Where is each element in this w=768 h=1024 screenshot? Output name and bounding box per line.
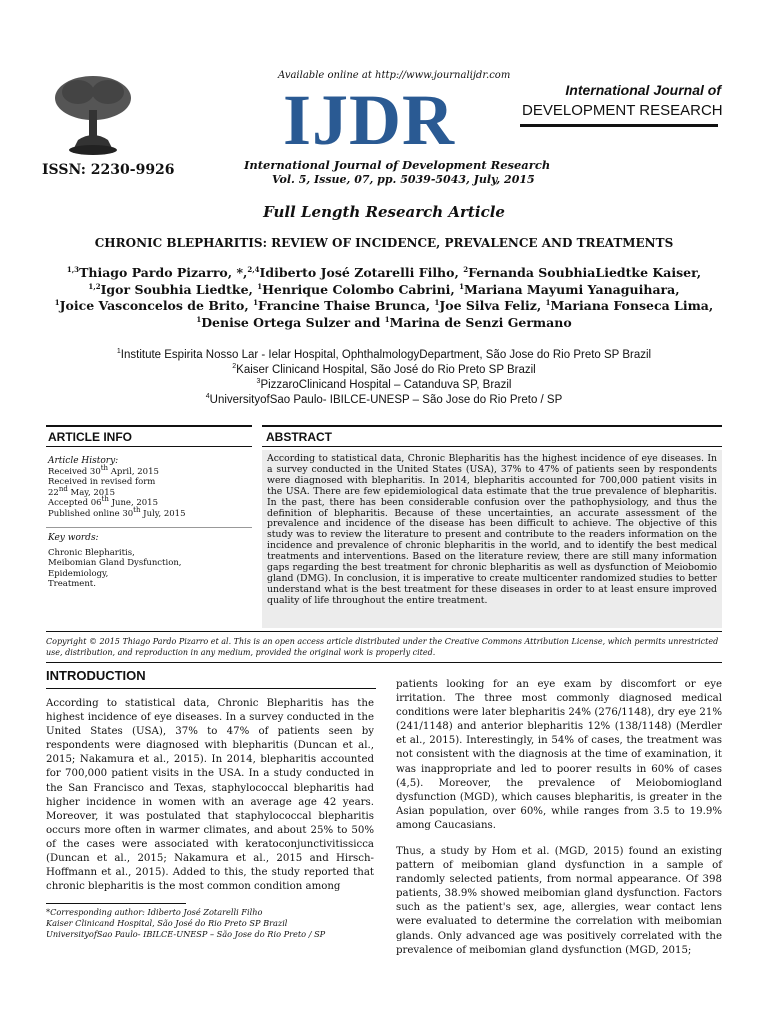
- issn: ISSN: 2230-9926: [42, 162, 175, 178]
- history-item: Accepted 06th June, 2015: [48, 495, 158, 508]
- keyword: Chronic Blepharitis,: [48, 547, 135, 558]
- volume-info: Vol. 5, Issue, 07, pp. 5039-5043, July, 2015: [272, 173, 535, 186]
- author-line: $^1$Denise Ortega Sulzer and $^1$Marina de Senzi Germano: [196, 314, 572, 330]
- author-name: Henrique Colombo Cabrini,: [262, 281, 460, 297]
- journal-tree-logo: [48, 70, 138, 160]
- article-info-mid-rule: [46, 446, 252, 447]
- keywords-label: Key words:: [48, 533, 99, 543]
- author-name: Joice Vasconcelos de Brito,: [59, 298, 254, 313]
- author-name: Mariana Mayumi Yanaguihara,: [464, 281, 680, 297]
- ijdr-logo-text: IJDR: [283, 80, 456, 160]
- abstract-top-rule: [262, 425, 722, 427]
- author-line: $^1$Joice Vasconcelos de Brito, $^1$Francine Thaise Brunca, $^1$Joe Silva Feliz, $^1$Mariana Fonseca Lima,: [54, 297, 714, 313]
- journal-subtitle-right: DEVELOPMENT RESEARCH: [522, 102, 723, 119]
- history-item: Received in revised form: [48, 477, 156, 487]
- article-type: Full Length Research Article: [263, 203, 505, 221]
- journal-name: International Journal of Development Research: [244, 158, 551, 172]
- author-name: Thiago Pardo Pizarro, *,: [79, 265, 248, 280]
- affiliation: $^4$UniversityofSao Paulo- IBILCE-UNESP – São Jose do Rio Preto / SP: [205, 393, 563, 406]
- header-divider: [520, 124, 718, 127]
- author-name: Mariana Fonseca Lima,: [550, 298, 714, 313]
- abstract-text: According to statistical data, Chronic Blepharitis has the highest incidence of eye diseases. In a survey conducted in the United States (USA), 37% to 47% of patients seen by respondents were diagnosed with blepharitis. In 2014, blepharitis accounted for 700,000 patient visits in the USA. There are few epidemiological data estimate that the true prevalence of blepharitis. In the past, there has been considerable confusion over the pathophysiology, and thus the definition of blepharitis. Because of these uncertainties, an accurate assessment of the prevalence and incidence of the disease has been difficult to achieve. The objective of this study was to review the literature to present and contribute to the readers information on the incidence and prevalence of chronic blepharitis in the world, and to identify the best medical treatments and interventions. Based on the literature review, there are still many information gaps regarding the best treatment for chronic blepharitis as well as dysfunction of Meiobomio gland (DMG). In conclusion, it is imperative to create multicenter randomized studies to better understand what is the best treatment for these diseases in order to at least ensure improved quality of life throughout the entire treatment.: [267, 453, 717, 606]
- author-name: Denise Ortega Sulzer and: [201, 314, 385, 330]
- copyright-notice: Copyright © 2015 Thiago Pardo Pizarro et al. This is an open access article distributed under the Creative Commons Attribution License, which permits unrestricted use, distribution, and reproduction in any medium, provided the original work is properly cited.: [46, 637, 719, 657]
- abstract-mid-rule: [262, 446, 722, 447]
- history-item: Received 30th April, 2015: [48, 463, 159, 477]
- available-online-text: Available online at http://www.journalijdr.com: [278, 70, 511, 81]
- history-item: Published online 30th July, 2015: [48, 505, 186, 519]
- author-name: Joe Silva Feliz,: [439, 298, 546, 313]
- keyword: Treatment.: [48, 579, 96, 589]
- article-info-top-rule: [46, 425, 252, 427]
- author-name: Fernanda SoubhiaLiedtke Kaiser,: [468, 265, 702, 280]
- footnote: [46, 907, 376, 940]
- history-item: 22nd May, 2015: [48, 484, 116, 498]
- abstract-heading: ABSTRACT: [266, 430, 332, 444]
- author-line: $^{1,3}$Thiago Pardo Pizarro, *,$^{2,4}$Idiberto José Zotarelli Filho, $^2$Fernanda SoubhiaLiedtke Kaiser,: [66, 264, 702, 280]
- article-info-heading: ARTICLE INFO: [48, 430, 132, 444]
- keyword: Meibomian Gland Dysfunction,: [48, 558, 182, 568]
- intro-right-paragraph-2: Thus, a study by Hom et al. (MGD, 2015) found an existing pattern of meibomian gland dysfunction in a sample of randomly selected patients, from normal appearance. Of 398 patients, 38.9% showed meibomian gland dysfunction. Factors such as the patient's sex, age, allergies, wear contact lens were evaluated to determine the correlation with meibomian glands. Only advanced age was positively correlated with the prevalence of meibomian gland dysfunction (MGD, 2015;: [396, 846, 722, 956]
- footnote-affiliation: Kaiser Clinicand Hospital, São José do Rio Preto SP Brazil: [46, 918, 288, 928]
- article-info-box: [46, 450, 252, 628]
- affiliations: [0, 348, 768, 408]
- author-list: [0, 265, 768, 331]
- intro-right-paragraph-1: patients looking for an eye exam by discomfort or eye irritation. The three most commonly diagnosed medical conditions were later blepharitis 24% (276/1148), dry eye 21% (241/1148) and anterior blepharitis 12% (138/1148) (Merdler et al., 2015). Interestingly, in 54% of cases, the treatment was not consistent with the diagnosis at the time of examination, it was inappropriate and led to poorer results in 60% of cases (4,5). Moreover, the prevalence of Meiobomiogland dysfunction (MGD), which causes blepharitis, is greater in the Asian population, over 60%, while ranges from 3.5 to 19.9% among Caucasians.: [396, 679, 722, 831]
- copyright-top-rule: [46, 631, 722, 632]
- keyword: Epidemiology,: [48, 568, 109, 579]
- affiliation: $^2$Kaiser Clinicand Hospital, São José do Rio Preto SP Brazil: [232, 363, 536, 376]
- introduction-heading: INTRODUCTION: [46, 668, 146, 683]
- affiliation: $^1$Institute Espirita Nosso Lar - Ielar Hospital, OphthalmologyDepartment, São Jose do Rio Preto SP Brazil: [116, 348, 652, 361]
- author-name: Francine Thaise Brunca,: [257, 298, 435, 313]
- author-name: Marina de Senzi Germano: [389, 314, 572, 330]
- article-history-label: Article History:: [48, 456, 119, 466]
- corresponding-author: *Corresponding author: Idiberto José Zotarelli Filho: [46, 907, 263, 917]
- author-name: Igor Soubhia Liedtke,: [100, 281, 258, 297]
- intro-left-column: According to statistical data, Chronic Blepharitis has the highest incidence of eye diseases. In a survey conducted in the United States (USA), 37% to 47% of patients seen by respondents were diagnosed with blepharitis (Duncan et al., 2015; Nakamura et al., 2015). In 2014, blepharitis accounted for 700,000 patient visits in the USA. In a study conducted in the San Francisco and Texas, staphylococcal blepharitis had higher incidence in women with an average age 42 years. Moreover, it was postulated that staphylococcal blepharitis occurs more often in warmer climates, and about 25% to 50% of the cases were associated with keratoconjunctivitissicca (Duncan et al., 2015; Nakamura et al., 2015 and Hirsch-Hoffmann et al., 2015). Added to this, the study reported that chronic blepharitis is the most common condition among: [46, 698, 374, 893]
- copyright-bottom-rule: [46, 662, 722, 663]
- journal-title-right: International Journal of: [565, 82, 721, 98]
- footnote-affiliation: UniversityofSao Paulo- IBILCE-UNESP – São Jose do Rio Preto / SP: [46, 929, 326, 939]
- author-name: Idiberto José Zotarelli Filho,: [259, 265, 464, 280]
- affiliation: $^3$PizzaroClinicand Hospital – Catanduva SP, Brazil: [256, 378, 512, 391]
- abstract-box: [262, 450, 722, 628]
- intro-heading-rule: [46, 688, 376, 689]
- article-title: CHRONIC BLEPHARITIS: REVIEW OF INCIDENCE, PREVALENCE AND TREATMENTS: [94, 236, 674, 250]
- footnote-rule: [46, 903, 186, 904]
- author-line: $^{1,2}$Igor Soubhia Liedtke, $^1$Henrique Colombo Cabrini, $^1$Mariana Mayumi Yanaguihara,: [88, 281, 680, 297]
